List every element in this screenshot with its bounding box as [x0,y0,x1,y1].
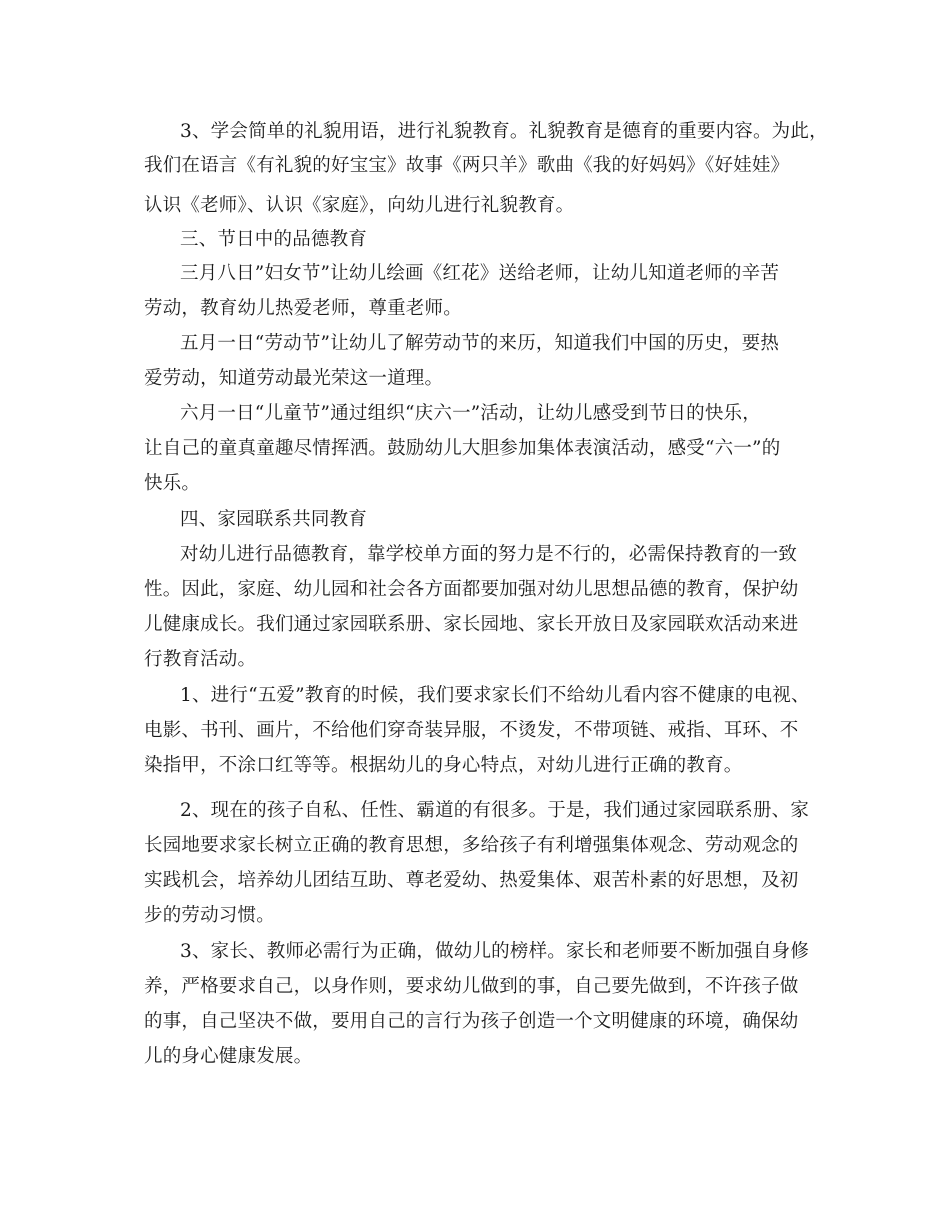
text-line: 电影、书刊、画片，不给他们穿奇装异服，不烫发，不带项链、戒指、耳环、不 [144,720,799,741]
text-line: 长园地要求家长树立正确的教育思想，多给孩子有利增强集体观念、劳动观念的 [144,835,799,856]
text-line: 我们在语言《有礼貌的好宝宝》故事《两只羊》歌曲《我的好妈妈》《好娃娃》 [144,155,790,176]
text-line: 的事，自己坚决不做，要用自己的言行为孩子创造一个文明健康的环境，确保幼 [144,1011,799,1032]
text-line: 认识《老师》、认识《家庭》，向幼儿进行礼貌教育。 [144,195,575,216]
text-line: 爱劳动，知道劳动最光荣这一道理。 [144,368,444,389]
text-line: 五月一日“劳动节”让幼儿了解劳动节的来历，知道我们中国的历史，要热 [180,333,780,354]
text-line: 三月八日”妇女节”让幼儿绘画《红花》送给老师，让幼儿知道老师的辛苦 [180,263,780,284]
text-line: 对幼儿进行品德教育，靠学校单方面的努力是不行的，必需保持教育的一致 [180,544,798,565]
text-line: 儿的身心健康发展。 [144,1046,313,1067]
text-line: 快乐。 [144,473,201,494]
text-line: 儿健康成长。我们通过家园联系册、家长园地、家长开放日及家园联欢活动来进 [144,614,799,635]
text-line: 六月一日“儿童节”通过组织“庆六一”活动，让幼儿感受到节日的快乐， [180,403,761,424]
text-line: 行教育活动。 [144,649,257,670]
text-line: 让自己的童真童趣尽情挥洒。鼓励幼儿大胆参加集体表演活动，感受“六一”的 [144,438,781,459]
section-heading: 四、家园联系共同教育 [180,509,368,530]
text-line: 1、进行“五爱”教育的时候，我们要求家长们不给幼儿看内容不健康的电视、 [180,685,810,706]
text-line: 染指甲，不涂口红等等。根据幼儿的身心特点，对幼儿进行正确的教育。 [144,755,743,776]
text-line: 3、学会简单的礼貌用语，进行礼貌教育。礼貌教育是德育的重要内容。为此， [180,121,828,142]
text-line: 性。因此，家庭、幼儿园和社会各方面都要加强对幼儿思想品德的教育，保护幼 [144,579,799,600]
text-line: 3、家长、教师必需行为正确，做幼儿的榜样。家长和老师要不断加强自身修 [180,941,810,962]
text-line: 实践机会，培养幼儿团结互助、尊老爱幼、热爱集体、艰苦朴素的好思想，及初 [144,870,799,891]
text-line: 步的劳动习惯。 [144,905,275,926]
text-line: 养，严格要求自己，以身作则，要求幼儿做到的事，自己要先做到，不许孩子做 [144,976,799,997]
text-line: 2、现在的孩子自私、任性、霸道的有很多。于是，我们通过家园联系册、家 [180,800,810,821]
text-line: 劳动，教育幼儿热爱老师，尊重老师。 [144,298,462,319]
section-heading: 三、节日中的品德教育 [180,229,368,250]
